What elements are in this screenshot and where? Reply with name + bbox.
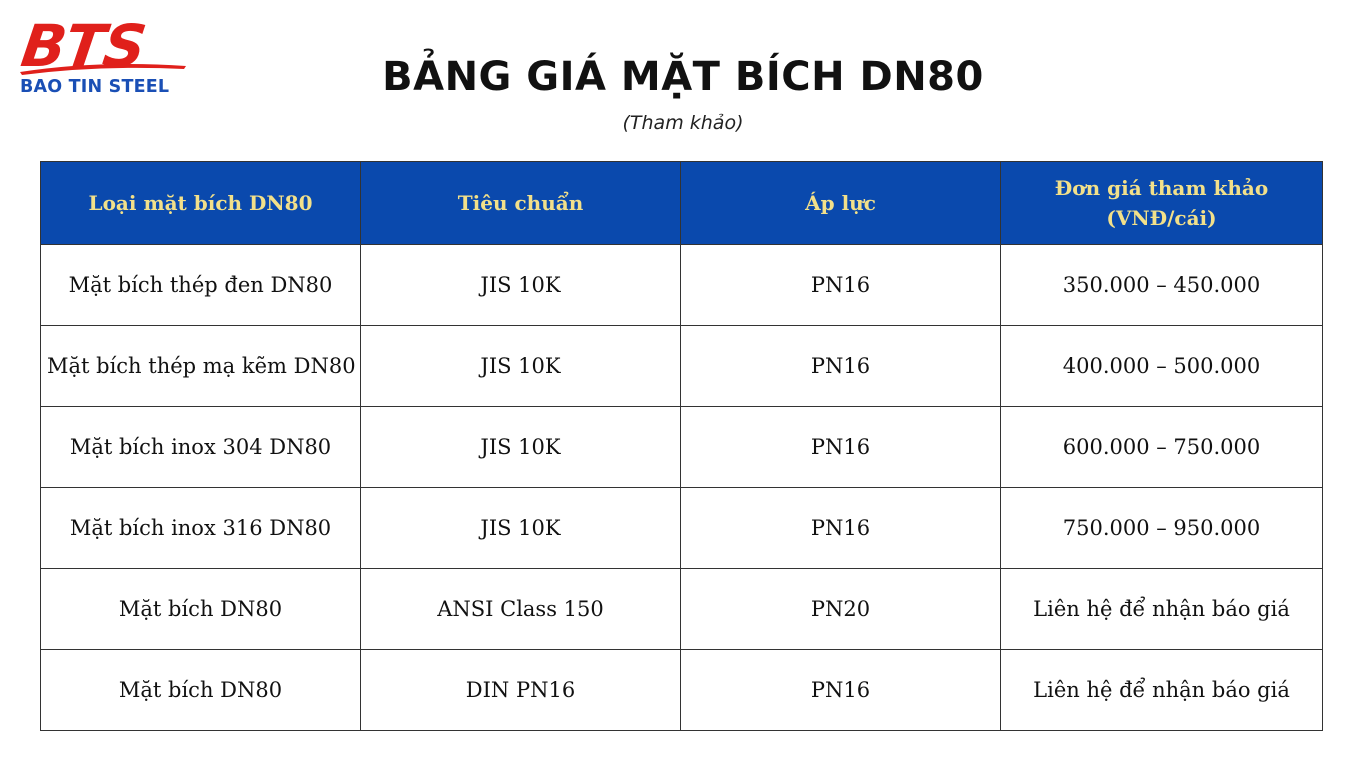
cell-standard: JIS 10K xyxy=(361,326,681,407)
table-row xyxy=(41,326,1323,407)
table-row xyxy=(41,650,1323,731)
column-header-type: Loại mặt bích DN80 xyxy=(41,162,361,245)
cell-standard: ANSI Class 150 xyxy=(361,569,681,650)
cell-type: Mặt bích inox 304 DN80 xyxy=(41,407,361,488)
cell-price: Liên hệ để nhận báo giá xyxy=(1001,569,1323,650)
cell-standard: DIN PN16 xyxy=(361,650,681,731)
table-row xyxy=(41,245,1323,326)
logo-mark: BTS xyxy=(17,12,150,80)
cell-pressure: PN16 xyxy=(681,245,1001,326)
cell-type: Mặt bích DN80 xyxy=(41,569,361,650)
cell-price: 350.000 – 450.000 xyxy=(1001,245,1323,326)
cell-pressure: PN16 xyxy=(681,650,1001,731)
cell-type: Mặt bích DN80 xyxy=(41,650,361,731)
cell-pressure: PN20 xyxy=(681,569,1001,650)
cell-pressure: PN16 xyxy=(681,407,1001,488)
table-row xyxy=(41,488,1323,569)
column-header-standard: Tiêu chuẩn xyxy=(361,162,681,245)
cell-type: Mặt bích inox 316 DN80 xyxy=(41,488,361,569)
cell-type: Mặt bích thép đen DN80 xyxy=(41,245,361,326)
cell-standard: JIS 10K xyxy=(361,488,681,569)
cell-price: 750.000 – 950.000 xyxy=(1001,488,1323,569)
cell-type: Mặt bích thép mạ kẽm DN80 xyxy=(41,326,361,407)
table-header-row xyxy=(41,162,1323,245)
cell-pressure: PN16 xyxy=(681,488,1001,569)
column-header-price-text: Đơn giá tham khảo (VNĐ/cái) xyxy=(1054,176,1269,230)
page-title: BẢNG GIÁ MẶT BÍCH DN80 xyxy=(382,54,984,100)
cell-price: 600.000 – 750.000 xyxy=(1001,407,1323,488)
cell-standard: JIS 10K xyxy=(361,245,681,326)
table-row xyxy=(41,407,1323,488)
price-table xyxy=(40,161,1323,731)
cell-price: Liên hệ để nhận báo giá xyxy=(1001,650,1323,731)
cell-standard: JIS 10K xyxy=(361,407,681,488)
cell-pressure: PN16 xyxy=(681,326,1001,407)
page-subtitle: (Tham khảo) xyxy=(622,112,744,134)
column-header-pressure: Áp lực xyxy=(681,162,1001,245)
column-header-price xyxy=(1001,162,1323,245)
logo-name: BAO TIN STEEL xyxy=(20,77,170,97)
table-row xyxy=(41,569,1323,650)
cell-price: 400.000 – 500.000 xyxy=(1001,326,1323,407)
